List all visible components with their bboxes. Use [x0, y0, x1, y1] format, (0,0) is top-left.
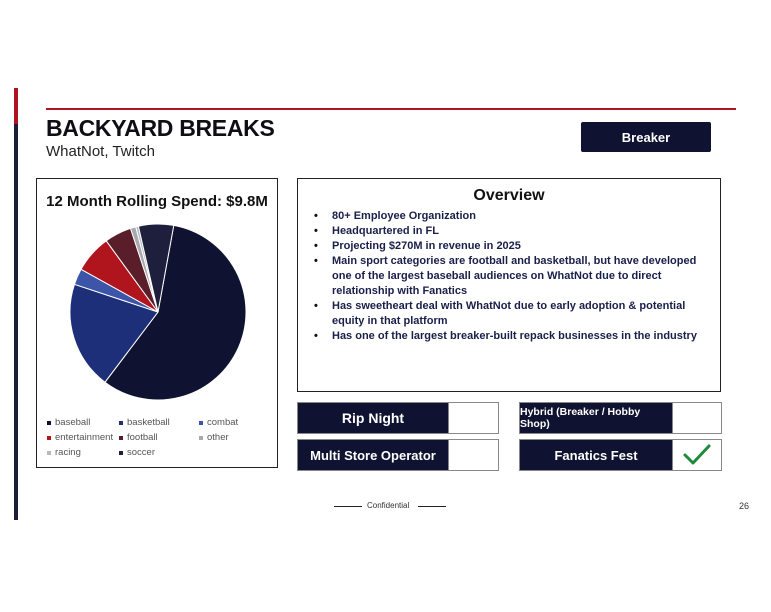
- chart-title: 12 Month Rolling Spend: $9.8M: [46, 193, 268, 210]
- tag-checkbox: [448, 403, 498, 433]
- category-badge: Breaker: [581, 122, 711, 152]
- legend-label: combat: [207, 417, 239, 428]
- legend-label: baseball: [55, 417, 91, 428]
- legend-label: basketball: [127, 417, 170, 428]
- legend-swatch: [199, 436, 203, 440]
- legend-item-entertainment: [47, 432, 119, 443]
- tag-label: Fanatics Fest: [520, 440, 672, 470]
- legend-swatch: [47, 421, 51, 425]
- overview-item: • 80+ Employee Organization: [312, 209, 712, 224]
- legend-swatch: [47, 436, 51, 440]
- overview-item: • Has one of the largest breaker-built repack businesses in the industry: [312, 329, 712, 344]
- page-subtitle: WhatNot, Twitch: [46, 143, 155, 160]
- accent-bar-navy: [14, 124, 18, 520]
- tag-label: Multi Store Operator: [298, 440, 448, 470]
- legend-label: other: [207, 432, 229, 443]
- spend-chart-panel: [36, 178, 278, 468]
- tag-fanatics-fest: [519, 439, 722, 471]
- overview-item: • Projecting $270M in revenue in 2025: [312, 239, 712, 254]
- check-icon: [682, 443, 712, 467]
- page-number: 26: [739, 501, 750, 511]
- tag-checkbox: [672, 440, 721, 470]
- overview-panel: [297, 178, 721, 392]
- tag-checkbox: [448, 440, 498, 470]
- legend-item-combat: [199, 417, 269, 428]
- legend-swatch: [119, 451, 123, 455]
- legend-item-basketball: [119, 417, 199, 428]
- footer-rule-right: [418, 506, 446, 507]
- legend-item-baseball: [47, 417, 119, 428]
- header-rule: [46, 108, 736, 110]
- overview-title: Overview: [473, 187, 545, 204]
- tag-rip-night: [297, 402, 499, 434]
- tag-multi-store-operator: [297, 439, 499, 471]
- legend-item-football: [119, 432, 199, 443]
- overview-list: [312, 209, 712, 344]
- overview-item: • Has sweetheart deal with WhatNot due to early adoption & potential equity in that platform: [312, 299, 712, 329]
- legend-swatch: [47, 451, 51, 455]
- chart-legend: [47, 417, 277, 458]
- page-title: BACKYARD BREAKS: [46, 115, 275, 141]
- legend-swatch: [199, 421, 203, 425]
- accent-bar-red: [14, 88, 18, 124]
- overview-item: • Main sport categories are football and basketball, but have developed one of the largest baseball audiences on WhatNot due to direct relationship with Fanatics: [312, 254, 712, 299]
- tag-hybrid: [519, 402, 722, 434]
- legend-swatch: [119, 421, 123, 425]
- confidential-label: Confidential: [367, 501, 410, 510]
- legend-label: racing: [55, 447, 81, 458]
- tag-label: Rip Night: [298, 403, 448, 433]
- spend-pie-chart: [69, 223, 247, 401]
- legend-label: football: [127, 432, 158, 443]
- tag-checkbox: [672, 403, 721, 433]
- footer-rule-left: [334, 506, 362, 507]
- legend-item-racing: [47, 447, 119, 458]
- legend-label: soccer: [127, 447, 155, 458]
- tag-label: Hybrid (Breaker / Hobby Shop): [520, 403, 672, 433]
- legend-swatch: [119, 436, 123, 440]
- legend-item-soccer: [119, 447, 199, 458]
- legend-label: entertainment: [55, 432, 114, 443]
- legend-item-other: [199, 432, 269, 443]
- overview-item: • Headquartered in FL: [312, 224, 712, 239]
